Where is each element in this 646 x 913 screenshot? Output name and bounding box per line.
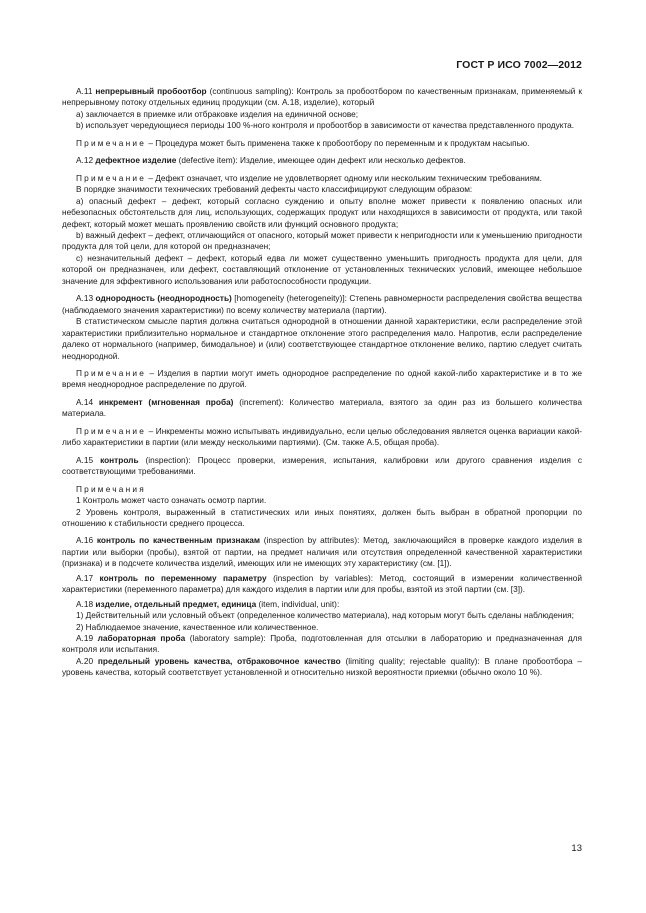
entry-definition: (defective item): Изделие, имеющее один дефект или несколько дефектов. [178, 155, 466, 166]
document-header: ГОСТ Р ИСО 7002—2012 [456, 59, 582, 71]
note [62, 138, 582, 149]
entry-number: А.13 [76, 293, 94, 304]
entry-term: контроль по качественным признакам [96, 535, 260, 546]
list-item: a) опасный дефект – дефект, который согласно суждению и опыту вполне может привести к появлению опасных или небезопасных обстоятельств для лиц, использующих, содержащих продукт или находящихся в зависимости от продукта, или такой дефект, который может мешать проявлению свойств или функций основного продукта; [62, 195, 582, 229]
entry-a13 [62, 293, 582, 316]
note [62, 173, 582, 184]
entry-a14 [62, 397, 582, 420]
entry-number: А.19 [76, 633, 94, 644]
entry-term: контроль [100, 454, 139, 465]
entry-number: А.20 [76, 655, 94, 666]
page-number: 13 [571, 843, 582, 854]
document-body [62, 86, 582, 679]
entry-definition: (inspection by attributes): Метод, заключающийся в проверке каждого изделия в партии или выборки (пробы), взятой от партии, на предмет наличия или отсутствия определенной качественной характеристики (признака) и в подсчете количества изделий, имеющих или не имеющих эту характеристику (см. [1]). [62, 535, 583, 569]
note-item: 2 Уровень контроля, выраженный в статистических или иных понятиях, должен быть выбран в обратной пропорции по отношению к стабильности среднего процесса. [62, 506, 582, 528]
entry-number: А.11 [76, 86, 93, 96]
entry-number: А.18 [76, 598, 94, 609]
paragraph: В порядке значимости технических требований дефекты часто классифицируют следующим образом: [76, 184, 473, 195]
entry-term: непрерывный пробоотбор [95, 86, 207, 96]
entry-a20 [62, 656, 582, 679]
note-label: Примечание [76, 137, 147, 148]
entry-number: А.15 [76, 454, 94, 465]
list-item: b) использует чередующиеся периоды 100 %-ного контроля и пробоотбор в зависимости от качества представленного продукта. [76, 120, 575, 131]
notes-heading [62, 484, 582, 495]
entry-term: однородность (неоднородность) [95, 293, 232, 304]
note-label: Примечание [76, 172, 147, 183]
entry-a16 [62, 535, 582, 569]
entry-definition: (increment): Количество материала, взятого за один раз из большего количества материала. [62, 396, 582, 419]
entry-definition: (item, individual, unit): [258, 598, 340, 609]
entry-definition: (inspection by variables): Метод, состоящий в измерении количественной характеристики (переменного параметра) для каждого изделия в партии или для пробы, взятой из этой партии (см. [3]). [62, 572, 582, 595]
entry-definition: [homogeneity (heterogeneity)]: Степень равномерности распределения свойства вещества (наблюдаемого значения характеристики) по всему количеству материала (партии). [62, 293, 583, 315]
entry-definition: (continuous sampling): Контроль за пробоотбором по качественным признакам, применяемый к непрерывному потоку отдельных единиц продукции (см. А.18, изделие), который [62, 86, 582, 108]
note-text: – Дефект означает, что изделие не удовлетворяет одному или нескольким техническим требованиям. [148, 172, 542, 183]
list-item: 1) Действительный или условный объект (определенное количество материала), над которым могут быть сделаны наблюдения; [76, 610, 574, 621]
note [62, 426, 582, 449]
list-item: b) важный дефект – дефект, отличающийся от опасного, который может привести к непригодности или к уменьшению пригодности продукта для той цели, для которой он предназначен; [62, 229, 582, 252]
entry-a19 [62, 633, 582, 656]
note-label: Примечание [76, 425, 147, 436]
list-item: c) незначительный дефект – дефект, который едва ли может существенно уменьшить пригодность продукта для цели, для которой он предназначен, или дефект, составляющий отклонение от установленных технических условий, имеющее небольшое значение для эффективного использования или работоспособности продукции. [62, 252, 582, 286]
entry-definition: (laboratory sample): Проба, подготовленная для отсылки в лабораторию и предназначенная для контроля или испытания. [62, 633, 583, 655]
list-item: 2) Наблюдаемое значение, качественное или количественное. [76, 621, 319, 632]
entry-term: контроль по переменному параметру [99, 572, 267, 583]
note [62, 368, 582, 391]
note-text: – Процедура может быть применена также к пробоотбору по переменным и к продуктам насыпью. [148, 137, 530, 148]
entry-term: предельный уровень качества, отбраковочное качество [97, 655, 341, 666]
entry-term: инкремент (мгновенная проба) [98, 396, 234, 407]
entry-term: дефектное изделие [95, 155, 177, 166]
entry-term: лабораторная проба [97, 633, 186, 644]
entry-number: А.14 [76, 396, 94, 407]
notes-label: Примечания [76, 483, 146, 494]
entry-a15 [62, 455, 582, 478]
entry-a18 [62, 599, 582, 610]
entry-a11 [62, 86, 582, 109]
entry-term: изделие, отдельный предмет, единица [95, 598, 257, 609]
note-text: – Инкременты можно испытывать индивидуально, если целью обследования является оценка вариации какой-либо характеристики в партии (или между несколькими партиями). (См. также А.5, общая проба). [62, 425, 582, 448]
entry-a17 [62, 573, 582, 596]
entry-number: А.16 [76, 535, 94, 546]
entry-definition: (inspection): Процесс проверки, измерения, испытания, калибровки или другого сравнения изделия с соответствующими требованиями. [62, 454, 582, 477]
note-text: – Изделия в партии могут иметь однородное распределение по одной какой-либо характеристике и в то же время неоднородное распределение по другой. [62, 367, 582, 390]
paragraph: В статистическом смысле партия должна считаться однородной в отношении данной характеристики, если распределение этой характеристики приблизительно нормальное и стандартное отклонение этого распределения мало. Напротив, если распределение далеко от нормального (например, бимодальное) и (или) соответствующее стандартное отклонение велико, партию следует считать неоднородной. [62, 316, 582, 361]
entry-number: А.12 [76, 155, 94, 166]
note-item: 1 Контроль может часто означать осмотр партии. [76, 495, 267, 506]
entry-definition: (limiting quality; rejectable quality): В плане пробоотбора – уровень качества, который соответствует установленной и относительно низкой вероятности приемки (обычно около 10 %). [62, 655, 582, 678]
note-label: Примечание [76, 367, 147, 378]
list-item: a) заключается в приемке или отбраковке изделия на единичной основе; [76, 108, 359, 119]
entry-number: А.17 [76, 572, 94, 583]
entry-a12 [62, 155, 582, 166]
